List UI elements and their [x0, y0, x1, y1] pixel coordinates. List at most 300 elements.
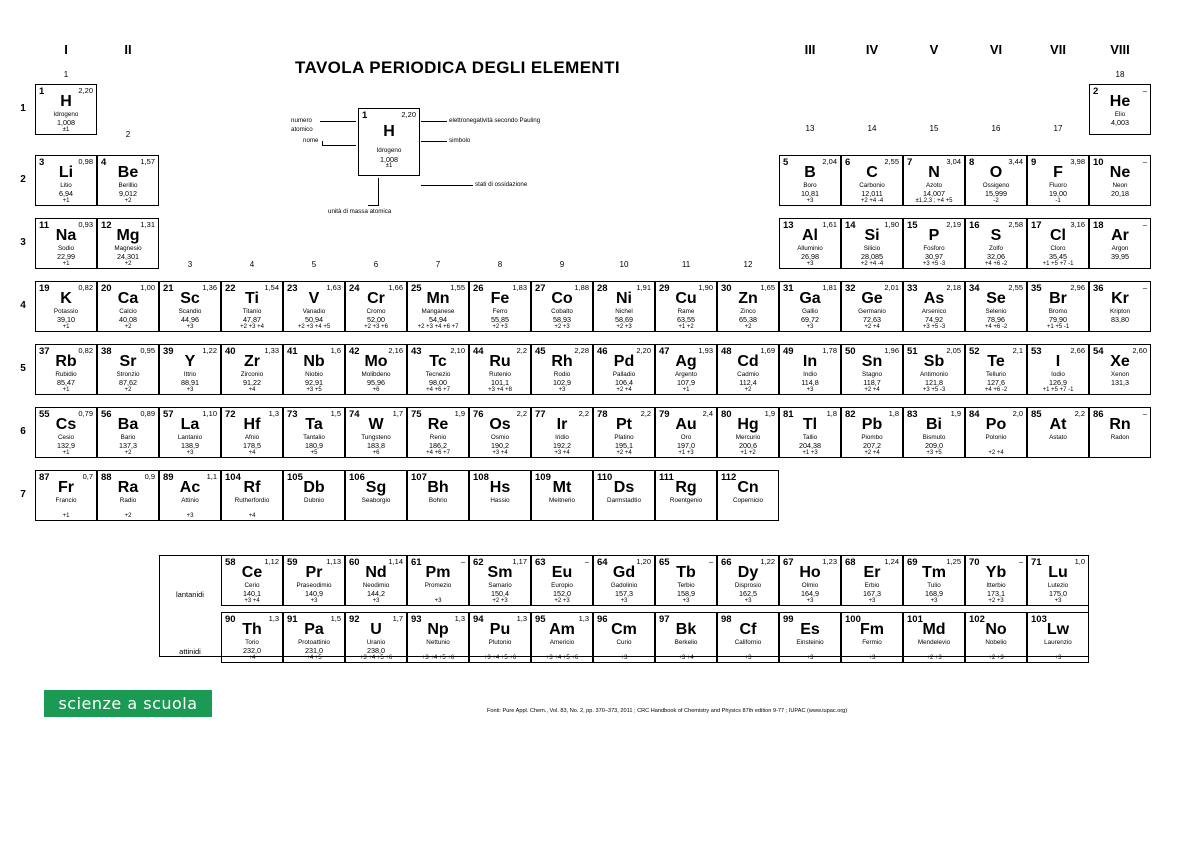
element-name: Rubidio	[55, 371, 77, 378]
atomic-number: 4	[101, 157, 107, 168]
element-cell-os[interactable]	[469, 407, 531, 458]
group-roman-V: V	[929, 42, 939, 57]
element-cell-ne[interactable]	[1089, 155, 1151, 206]
atomic-mass: 173,1	[987, 589, 1005, 598]
group-roman-I: I	[64, 42, 68, 57]
oxidation-states: +2 +3	[554, 598, 570, 604]
element-cell-si[interactable]	[841, 218, 903, 269]
element-cell-bh[interactable]	[407, 470, 469, 521]
legend-callout-mass: unità di massa atomica	[328, 208, 392, 215]
oxidation-states: +6	[372, 450, 380, 456]
element-name: Protoattinio	[298, 639, 330, 646]
electronegativity: 1,5	[330, 614, 341, 623]
element-name: Cerio	[244, 582, 260, 589]
element-symbol: I	[1055, 353, 1061, 370]
element-cell-rf[interactable]	[221, 470, 283, 521]
group-roman-VIII: VIII	[1110, 42, 1130, 57]
element-cell-zn[interactable]	[717, 281, 779, 332]
atomic-number: 75	[411, 409, 422, 420]
element-cell-po[interactable]	[965, 407, 1027, 458]
element-name: Americio	[549, 639, 575, 646]
element-cell-rn[interactable]	[1089, 407, 1151, 458]
element-name: Scandio	[178, 308, 202, 315]
electronegativity: 1,91	[636, 283, 651, 292]
element-symbol: Os	[489, 416, 511, 433]
element-cell-be[interactable]	[97, 155, 159, 206]
group-number-5: 5	[311, 260, 317, 269]
element-cell-as[interactable]	[903, 281, 965, 332]
element-symbol: Rh	[551, 353, 573, 370]
element-symbol: Au	[675, 416, 697, 433]
element-cell-c[interactable]	[841, 155, 903, 206]
atomic-number: 93	[411, 614, 422, 625]
element-cell-db[interactable]	[283, 470, 345, 521]
atomic-mass: 157,3	[615, 589, 633, 598]
element-symbol: Po	[985, 416, 1007, 433]
element-symbol: C	[866, 164, 878, 181]
atomic-number: 16	[969, 220, 980, 231]
element-symbol: Db	[303, 479, 325, 496]
oxidation-states: +1	[62, 450, 70, 456]
oxidation-states: +4	[248, 387, 256, 393]
electronegativity: 1,10	[202, 409, 217, 418]
atomic-number: 104	[225, 472, 241, 483]
atomic-number: 77	[535, 409, 546, 420]
element-cell-ar[interactable]	[1089, 218, 1151, 269]
element-cell-o[interactable]	[965, 155, 1027, 206]
oxidation-states: +3 +4	[678, 655, 694, 661]
legend-callout-oxidation: stati di ossidazione	[475, 181, 528, 188]
element-cell-mt[interactable]	[531, 470, 593, 521]
element-cell-hg[interactable]	[717, 407, 779, 458]
element-cell-ba[interactable]	[97, 407, 159, 458]
element-symbol: Xe	[1110, 353, 1130, 370]
atomic-mass: 28,085	[861, 252, 883, 261]
atomic-number: 18	[1093, 220, 1104, 231]
atomic-number: 90	[225, 614, 236, 625]
element-cell-cl[interactable]	[1027, 218, 1089, 269]
atomic-mass: 200,6	[739, 441, 757, 450]
oxidation-states: +4	[248, 513, 256, 519]
oxidation-states: +2	[124, 324, 132, 330]
atomic-mass: 88,91	[181, 378, 199, 387]
electronegativity: 1,81	[822, 283, 837, 292]
atomic-mass: 101,1	[491, 378, 509, 387]
electronegativity: 3,98	[1070, 157, 1085, 166]
element-cell-ta[interactable]	[283, 407, 345, 458]
element-cell-hs[interactable]	[469, 470, 531, 521]
element-cell-in[interactable]	[779, 344, 841, 395]
element-cell-li[interactable]	[35, 155, 97, 206]
element-cell-rg[interactable]	[655, 470, 717, 521]
element-symbol: Lu	[1048, 564, 1068, 581]
element-name: Roentgenio	[669, 497, 703, 504]
element-cell-ca[interactable]	[97, 281, 159, 332]
atomic-mass: 197,0	[677, 441, 695, 450]
element-symbol: S	[990, 227, 1002, 244]
element-cell-ti[interactable]	[221, 281, 283, 332]
element-cell-bi[interactable]	[903, 407, 965, 458]
element-name: Fluoro	[1049, 182, 1067, 189]
oxidation-states: +1 +2	[678, 324, 694, 330]
element-name: Praseodimio	[296, 582, 332, 589]
group-number-6: 6	[373, 260, 379, 269]
atomic-number: 24	[349, 283, 360, 294]
element-name: Astato	[1049, 434, 1067, 441]
element-cell-pb[interactable]	[841, 407, 903, 458]
element-cell-pt[interactable]	[593, 407, 655, 458]
element-cell-sn[interactable]	[841, 344, 903, 395]
atomic-number: 87	[39, 472, 50, 483]
element-cell-sb[interactable]	[903, 344, 965, 395]
element-symbol: Si	[864, 227, 880, 244]
element-symbol: Pa	[304, 621, 324, 638]
oxidation-states: +3	[186, 450, 194, 456]
electronegativity: 2,05	[946, 346, 961, 355]
element-name: Rutenio	[489, 371, 511, 378]
element-symbol: Cf	[739, 621, 757, 638]
electronegativity: 1,90	[884, 220, 899, 229]
element-name: Kripton	[1110, 308, 1130, 315]
element-cell-sc[interactable]	[159, 281, 221, 332]
oxidation-states: +1 +5 +7 -1	[1042, 261, 1074, 267]
electronegativity: 2,96	[1070, 283, 1085, 292]
electronegativity: 1,24	[884, 557, 899, 566]
electronegativity: 0,79	[78, 409, 93, 418]
group-roman-VI: VI	[989, 42, 1003, 57]
element-cell-hf[interactable]	[221, 407, 283, 458]
period-label-1: 1	[20, 102, 26, 114]
atomic-number: 67	[783, 557, 794, 568]
element-name: Ittrio	[183, 371, 197, 378]
atomic-number: 33	[907, 283, 918, 294]
oxidation-states: +1 +3	[802, 450, 818, 456]
element-cell-ra[interactable]	[97, 470, 159, 521]
element-cell-ga[interactable]	[779, 281, 841, 332]
element-symbol: Pu	[489, 621, 511, 638]
element-cell-h[interactable]	[35, 84, 97, 135]
element-symbol: Ba	[117, 416, 139, 433]
element-name: Laurenzio	[1044, 639, 1072, 646]
element-cell-tc[interactable]	[407, 344, 469, 395]
element-cell-fe[interactable]	[469, 281, 531, 332]
oxidation-states: +1	[682, 387, 690, 393]
atomic-mass: 74,92	[925, 315, 943, 324]
element-cell-co[interactable]	[531, 281, 593, 332]
atomic-mass: 69,72	[801, 315, 819, 324]
element-symbol: Hg	[737, 416, 759, 433]
element-name: Rame	[677, 308, 695, 315]
element-cell-cn[interactable]	[717, 470, 779, 521]
electronegativity: 1,13	[326, 557, 341, 566]
electronegativity: 1,20	[636, 557, 651, 566]
element-name: Neodimio	[362, 582, 390, 589]
element-symbol: Es	[800, 621, 820, 638]
element-symbol: Zn	[738, 290, 758, 307]
element-cell-nb[interactable]	[283, 344, 345, 395]
element-cell-re[interactable]	[407, 407, 469, 458]
element-cell-ru[interactable]	[469, 344, 531, 395]
oxidation-states: +3 +4	[492, 450, 508, 456]
element-cell-mo[interactable]	[345, 344, 407, 395]
element-cell-te[interactable]	[965, 344, 1027, 395]
oxidation-states: +2 +3	[492, 324, 508, 330]
atomic-mass: 167,3	[863, 589, 881, 598]
oxidation-states: +4	[248, 655, 256, 661]
electronegativity: –	[460, 557, 465, 566]
atomic-number: 105	[287, 472, 303, 483]
element-symbol: Ag	[675, 353, 697, 370]
element-name: Indio	[803, 371, 817, 378]
atomic-mass: 118,7	[863, 378, 881, 387]
atomic-number: 53	[1031, 346, 1042, 357]
atomic-number: 101	[907, 614, 923, 625]
atomic-number: 49	[783, 346, 794, 357]
electronegativity: 1,66	[388, 283, 403, 292]
element-cell-mg[interactable]	[97, 218, 159, 269]
atomic-mass: 102,9	[553, 378, 571, 387]
element-cell-ge[interactable]	[841, 281, 903, 332]
period-label-7: 7	[20, 488, 26, 500]
legend-leader-line-mass	[378, 178, 379, 206]
element-cell-ni[interactable]	[593, 281, 655, 332]
element-cell-sg[interactable]	[345, 470, 407, 521]
element-cell-p[interactable]	[903, 218, 965, 269]
element-cell-ir[interactable]	[531, 407, 593, 458]
atomic-number: 27	[535, 283, 546, 294]
element-symbol: Zr	[244, 353, 260, 370]
atomic-number: 110	[597, 472, 613, 483]
atomic-number: 15	[907, 220, 918, 231]
element-cell-fr[interactable]	[35, 470, 97, 521]
element-cell-cs[interactable]	[35, 407, 97, 458]
element-symbol: Am	[549, 621, 575, 638]
atomic-mass: 95,96	[367, 378, 385, 387]
group-number-3: 3	[187, 260, 193, 269]
atomic-mass: 131,3	[1111, 378, 1129, 387]
electronegativity: –	[1142, 157, 1147, 166]
element-cell-cd[interactable]	[717, 344, 779, 395]
legend-leader-line-oxidation	[421, 185, 473, 186]
element-name: Elio	[1114, 111, 1126, 118]
element-cell-rb[interactable]	[35, 344, 97, 395]
element-cell-mn[interactable]	[407, 281, 469, 332]
atomic-number: 42	[349, 346, 360, 357]
atomic-mass: 10,81	[801, 189, 819, 198]
element-cell-cr[interactable]	[345, 281, 407, 332]
element-name: Tecnezio	[425, 371, 451, 378]
atomic-number: 68	[845, 557, 856, 568]
oxidation-states: ±1,2,3 ; +4 +5	[915, 198, 953, 204]
atomic-mass: 47,87	[243, 315, 261, 324]
atomic-number: 100	[845, 614, 861, 625]
element-cell-ac[interactable]	[159, 470, 221, 521]
group-roman-VII: VII	[1050, 42, 1066, 57]
element-cell-at[interactable]	[1027, 407, 1089, 458]
element-cell-i[interactable]	[1027, 344, 1089, 395]
oxidation-states: +4 +6 -2	[984, 261, 1008, 267]
atomic-number: 40	[225, 346, 236, 357]
element-cell-zr[interactable]	[221, 344, 283, 395]
legend-leader-line-electronegativity	[421, 121, 447, 122]
oxidation-states: +2	[744, 324, 752, 330]
element-cell-y[interactable]	[159, 344, 221, 395]
electronegativity: 1,22	[202, 346, 217, 355]
atomic-number: 44	[473, 346, 484, 357]
element-name: Zinco	[740, 308, 756, 315]
atomic-mass: 58,69	[615, 315, 633, 324]
element-name: Lantanio	[177, 434, 203, 441]
oxidation-states: +2	[744, 387, 752, 393]
element-cell-kr[interactable]	[1089, 281, 1151, 332]
element-name: Zirconio	[240, 371, 264, 378]
group-number-15: 15	[929, 124, 939, 133]
atomic-number: 60	[349, 557, 360, 568]
element-name: Ossigeno	[982, 182, 1010, 189]
element-cell-ag[interactable]	[655, 344, 717, 395]
oxidation-states: +3	[806, 387, 814, 393]
electronegativity: 2,1	[1012, 346, 1023, 355]
legend-callout-symbol: simbolo	[449, 137, 471, 144]
electronegativity: 1,23	[822, 557, 837, 566]
atomic-number: 23	[287, 283, 298, 294]
element-symbol: V	[308, 290, 320, 307]
element-cell-f[interactable]	[1027, 155, 1089, 206]
element-name: Xenon	[1110, 371, 1130, 378]
element-cell-b[interactable]	[779, 155, 841, 206]
element-cell-he[interactable]	[1089, 84, 1151, 135]
electronegativity: 1,69	[760, 346, 775, 355]
oxidation-states: +3	[868, 655, 876, 661]
atomic-number: 2	[1093, 86, 1099, 97]
element-cell-br[interactable]	[1027, 281, 1089, 332]
element-cell-v[interactable]	[283, 281, 345, 332]
atomic-number: 28	[597, 283, 608, 294]
electronegativity: 2,55	[884, 157, 899, 166]
electronegativity: –	[708, 557, 713, 566]
atomic-number: 81	[783, 409, 794, 420]
element-cell-n[interactable]	[903, 155, 965, 206]
element-symbol: Ce	[241, 564, 263, 581]
element-cell-na[interactable]	[35, 218, 97, 269]
period-label-4: 4	[20, 299, 26, 311]
legend-leader-tick-mass	[368, 205, 379, 206]
element-cell-pd[interactable]	[593, 344, 655, 395]
atomic-mass: 52,00	[367, 315, 385, 324]
atomic-mass: 138,9	[181, 441, 199, 450]
electronegativity: 1,7	[392, 614, 403, 623]
element-name: Manganese	[421, 308, 455, 315]
lanthanide-series-label: lantanidi	[176, 590, 204, 599]
atomic-mass: 14,007	[923, 189, 945, 198]
element-symbol: Ar	[1111, 227, 1129, 244]
element-name: Calcio	[119, 308, 137, 315]
element-cell-se[interactable]	[965, 281, 1027, 332]
element-name: Arsenico	[921, 308, 947, 315]
electronegativity: 1,3	[516, 614, 527, 623]
element-symbol: O	[989, 164, 1003, 181]
electronegativity: 2,58	[1008, 220, 1023, 229]
element-symbol: B	[804, 164, 816, 181]
legend-cell	[358, 108, 420, 176]
element-cell-cu[interactable]	[655, 281, 717, 332]
element-symbol: Rf	[243, 479, 261, 496]
element-name: Darmstadtio	[607, 497, 641, 504]
oxidation-states: +3	[186, 324, 194, 330]
element-name: Cadmio	[737, 371, 759, 378]
atomic-number: 51	[907, 346, 918, 357]
element-cell-ds[interactable]	[593, 470, 655, 521]
element-symbol: Ac	[179, 479, 201, 496]
electronegativity: 0,7	[82, 472, 93, 481]
element-name: Cobalto	[551, 308, 573, 315]
electronegativity: 1,83	[512, 283, 527, 292]
element-name: Mendelevio	[917, 639, 951, 646]
element-symbol: In	[802, 353, 818, 370]
electronegativity: 1,9	[764, 409, 775, 418]
element-cell-al[interactable]	[779, 218, 841, 269]
element-cell-rh[interactable]	[531, 344, 593, 395]
oxidation-states: +1 +2	[740, 450, 756, 456]
atomic-number: 62	[473, 557, 484, 568]
element-symbol: Ga	[799, 290, 821, 307]
element-cell-xe[interactable]	[1089, 344, 1151, 395]
atomic-number: 57	[163, 409, 174, 420]
page-title: TAVOLA PERIODICA DEGLI ELEMENTI	[295, 58, 621, 77]
oxidation-states: +4 +6 -2	[984, 387, 1008, 393]
group-number-12: 12	[743, 260, 753, 269]
element-cell-w[interactable]	[345, 407, 407, 458]
electronegativity: 2,2	[516, 346, 527, 355]
electronegativity: 1,8	[888, 409, 899, 418]
oxidation-states: -2	[993, 198, 999, 204]
atomic-mass: 9,012	[119, 189, 137, 198]
element-cell-au[interactable]	[655, 407, 717, 458]
oxidation-states: +2 +3	[926, 655, 942, 661]
atomic-number: 10	[1093, 157, 1104, 168]
atomic-mass: 39,10	[57, 315, 75, 324]
atomic-number: 94	[473, 614, 484, 625]
element-cell-k[interactable]	[35, 281, 97, 332]
atomic-mass: 144,2	[367, 589, 385, 598]
electronegativity: 1,3	[268, 409, 279, 418]
atomic-mass: 152,0	[553, 589, 571, 598]
element-name: Stronzio	[116, 371, 140, 378]
atomic-number: 96	[597, 614, 608, 625]
oxidation-states: +3	[806, 261, 814, 267]
electronegativity: 1,00	[140, 283, 155, 292]
atomic-number: 86	[1093, 409, 1104, 420]
group-number-2: 2	[125, 130, 131, 139]
atomic-number: 36	[1093, 283, 1104, 294]
atomic-number: 108	[473, 472, 489, 483]
oxidation-states: +2 +4 -4	[860, 261, 884, 267]
group-number-4: 4	[249, 260, 255, 269]
element-cell-s[interactable]	[965, 218, 1027, 269]
electronegativity: 2,01	[884, 283, 899, 292]
element-cell-la[interactable]	[159, 407, 221, 458]
element-symbol: At	[1049, 416, 1067, 433]
element-symbol: Mg	[116, 227, 140, 244]
electronegativity: 0,98	[78, 157, 93, 166]
element-cell-sr[interactable]	[97, 344, 159, 395]
atomic-number: 71	[1031, 557, 1042, 568]
element-symbol: Lw	[1046, 621, 1070, 638]
element-symbol: Sm	[487, 564, 513, 581]
element-cell-tl[interactable]	[779, 407, 841, 458]
atomic-number: 56	[101, 409, 112, 420]
oxidation-states: +3	[620, 598, 628, 604]
